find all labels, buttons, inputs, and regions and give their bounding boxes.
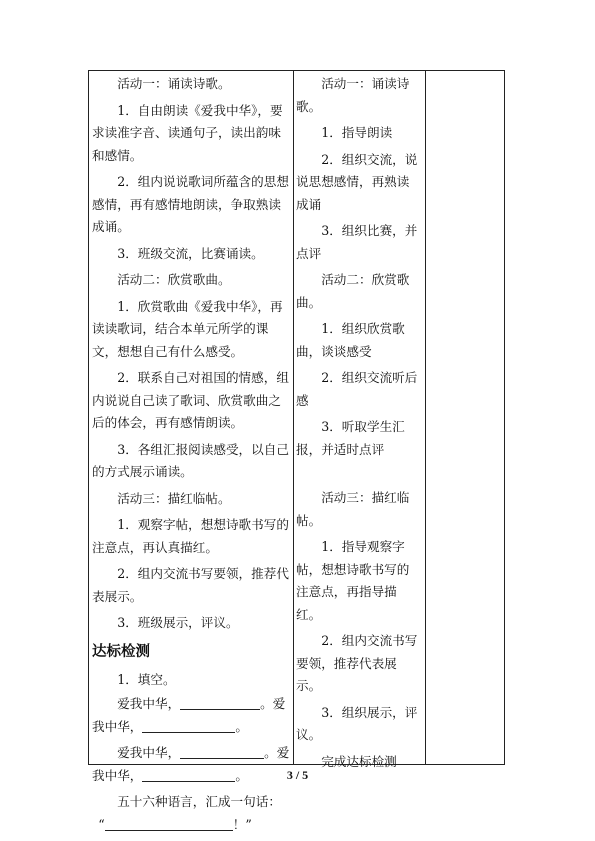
guide-3-step-2: 2．组内交流书写要领，推荐代表展示。: [296, 633, 418, 693]
fill-blank-text: ！”: [232, 816, 252, 832]
fill-blank-line: [92, 814, 290, 837]
fill-blank-text: 我中华，: [92, 718, 143, 734]
section-heading: 达标检测: [92, 643, 150, 660]
activity-2-step-3: 3．各组汇报阅读感受，以自己的方式展示诵读。: [92, 441, 289, 479]
activity-2-step-2: 2．联系自己对祖国的情感，组内说说自己读了歌词、欣赏歌曲之后的体会，再有感情朗读。: [92, 370, 289, 430]
fill-blank-text: 爱我中华，: [117, 745, 181, 760]
guide-3-title: 活动三：描红临帖。: [296, 490, 410, 528]
guide-2-step-1: 1．组织欣赏歌曲，谈谈感受: [296, 321, 405, 359]
guide-3-step-3: 3．组织展示，评议。: [296, 704, 418, 742]
guide-1-step-1: 1．指导朗读: [321, 125, 393, 140]
teacher-guidance-column: [296, 71, 421, 769]
guide-check: 完成达标检测: [321, 753, 397, 769]
activity-1-step-3: 3．班级交流，比赛诵读。: [117, 245, 264, 261]
guide-2-step-2: 2．组织交流听后感: [296, 370, 418, 408]
exercise-sentence: 五十六种语言，汇成一句话：: [117, 794, 281, 809]
guide-2-title: 活动二：欣赏歌曲。: [296, 272, 410, 310]
column-divider: [425, 71, 426, 764]
answer-blank: [142, 719, 235, 733]
answer-blank: [105, 817, 233, 831]
fill-blank-line: [92, 693, 290, 716]
activity-2-step-1: 1．欣赏歌曲《爱我中华》，再读读歌词，结合本单元所学的课文，想想自己有什么感受。: [92, 298, 283, 359]
guide-3-step-1: 1．指导观察字帖，想想诗歌书写的注意点，再指导描红。: [296, 539, 410, 622]
answer-blank: [180, 745, 264, 759]
student-activity-column: [92, 71, 290, 832]
activity-1-step-2: 2．组内说说歌词所蕴含的思想感情，再有感情地朗读，争取熟读成诵。: [92, 174, 289, 234]
fill-blank-line: [92, 716, 290, 739]
activity-1-step-1: 1．自由朗读《爱我中华》，要求读准字音、读通句子，读出韵味和感情。: [92, 102, 283, 163]
answer-blank: [180, 696, 260, 710]
activity-3-step-3: 3．班级展示，评议。: [117, 615, 239, 630]
fill-blank-text: 。爱: [264, 745, 290, 760]
fill-blank-text: 爱我中华，: [117, 696, 181, 711]
fill-blank-text: 。爱: [260, 696, 286, 711]
column-divider: [293, 71, 294, 764]
page-number: 3 / 5: [286, 768, 309, 782]
activity-1-title: 活动一：诵读诗歌。: [117, 76, 231, 91]
activity-3-title: 活动三：描红临帖。: [117, 490, 231, 506]
activity-2-title: 活动二：欣赏歌曲。: [117, 272, 231, 287]
exercise-prompt: 1．填空。: [117, 671, 176, 687]
fill-blank-text: 我中华，: [92, 767, 143, 783]
notes-column: [428, 71, 502, 764]
fill-blank-text: “: [98, 816, 105, 832]
guide-1-step-2: 2．组织交流，说说思想感情，再熟读成诵: [296, 151, 418, 212]
activity-3-step-2: 2．组内交流书写要领，推荐代表展示。: [92, 566, 289, 604]
fill-blank-text: 。: [235, 767, 248, 783]
guide-2-step-3: 3．听取学生汇报，并适时点评: [296, 419, 405, 457]
fill-blank-text: 。: [235, 718, 248, 734]
guide-1-step-3: 3．组织比赛，并点评: [296, 223, 418, 261]
activity-3-step-1: 1．观察字帖，想想诗歌书写的注意点，再认真描红。: [92, 517, 289, 555]
fill-blank-line: [92, 742, 290, 765]
guide-1-title: 活动一：诵读诗歌。: [296, 76, 410, 114]
